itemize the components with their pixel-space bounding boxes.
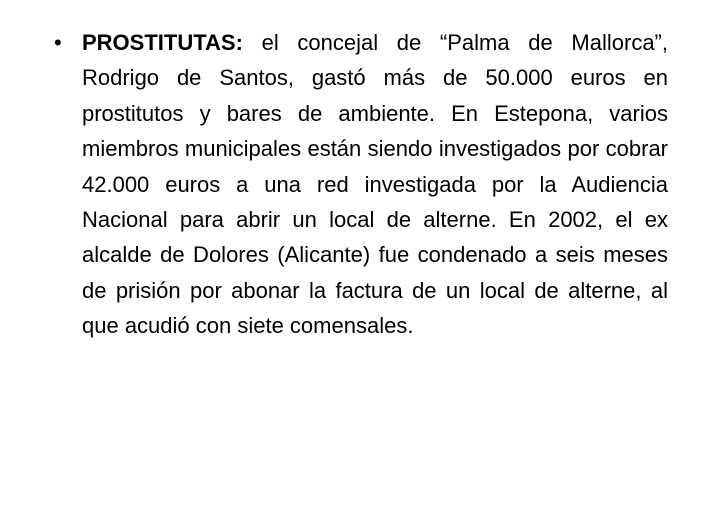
bullet-marker-icon: • bbox=[54, 30, 62, 55]
bullet-body-text: el concejal de “Palma de Mallorca”, Rodrigo de Santos, gastó más de 50.000 euros en prostitutos y bares de ambiente. En Estepona, varios miembros municipales están siendo investigados por cobrar 42.000 euros a una red investigada por la Audiencia Nacional para abrir un local de alterne. En 2002, el ex alcalde de Dolores (Alicante) fue condenado a seis meses de prisión por abonar la factura de un local de alterne, al que acudió con siete comensales. bbox=[82, 30, 668, 339]
bullet-lead-term: PROSTITUTAS: bbox=[82, 30, 243, 55]
bullet-item bbox=[54, 25, 668, 344]
bullet-paragraph bbox=[82, 25, 668, 344]
bullet-list bbox=[54, 25, 668, 344]
